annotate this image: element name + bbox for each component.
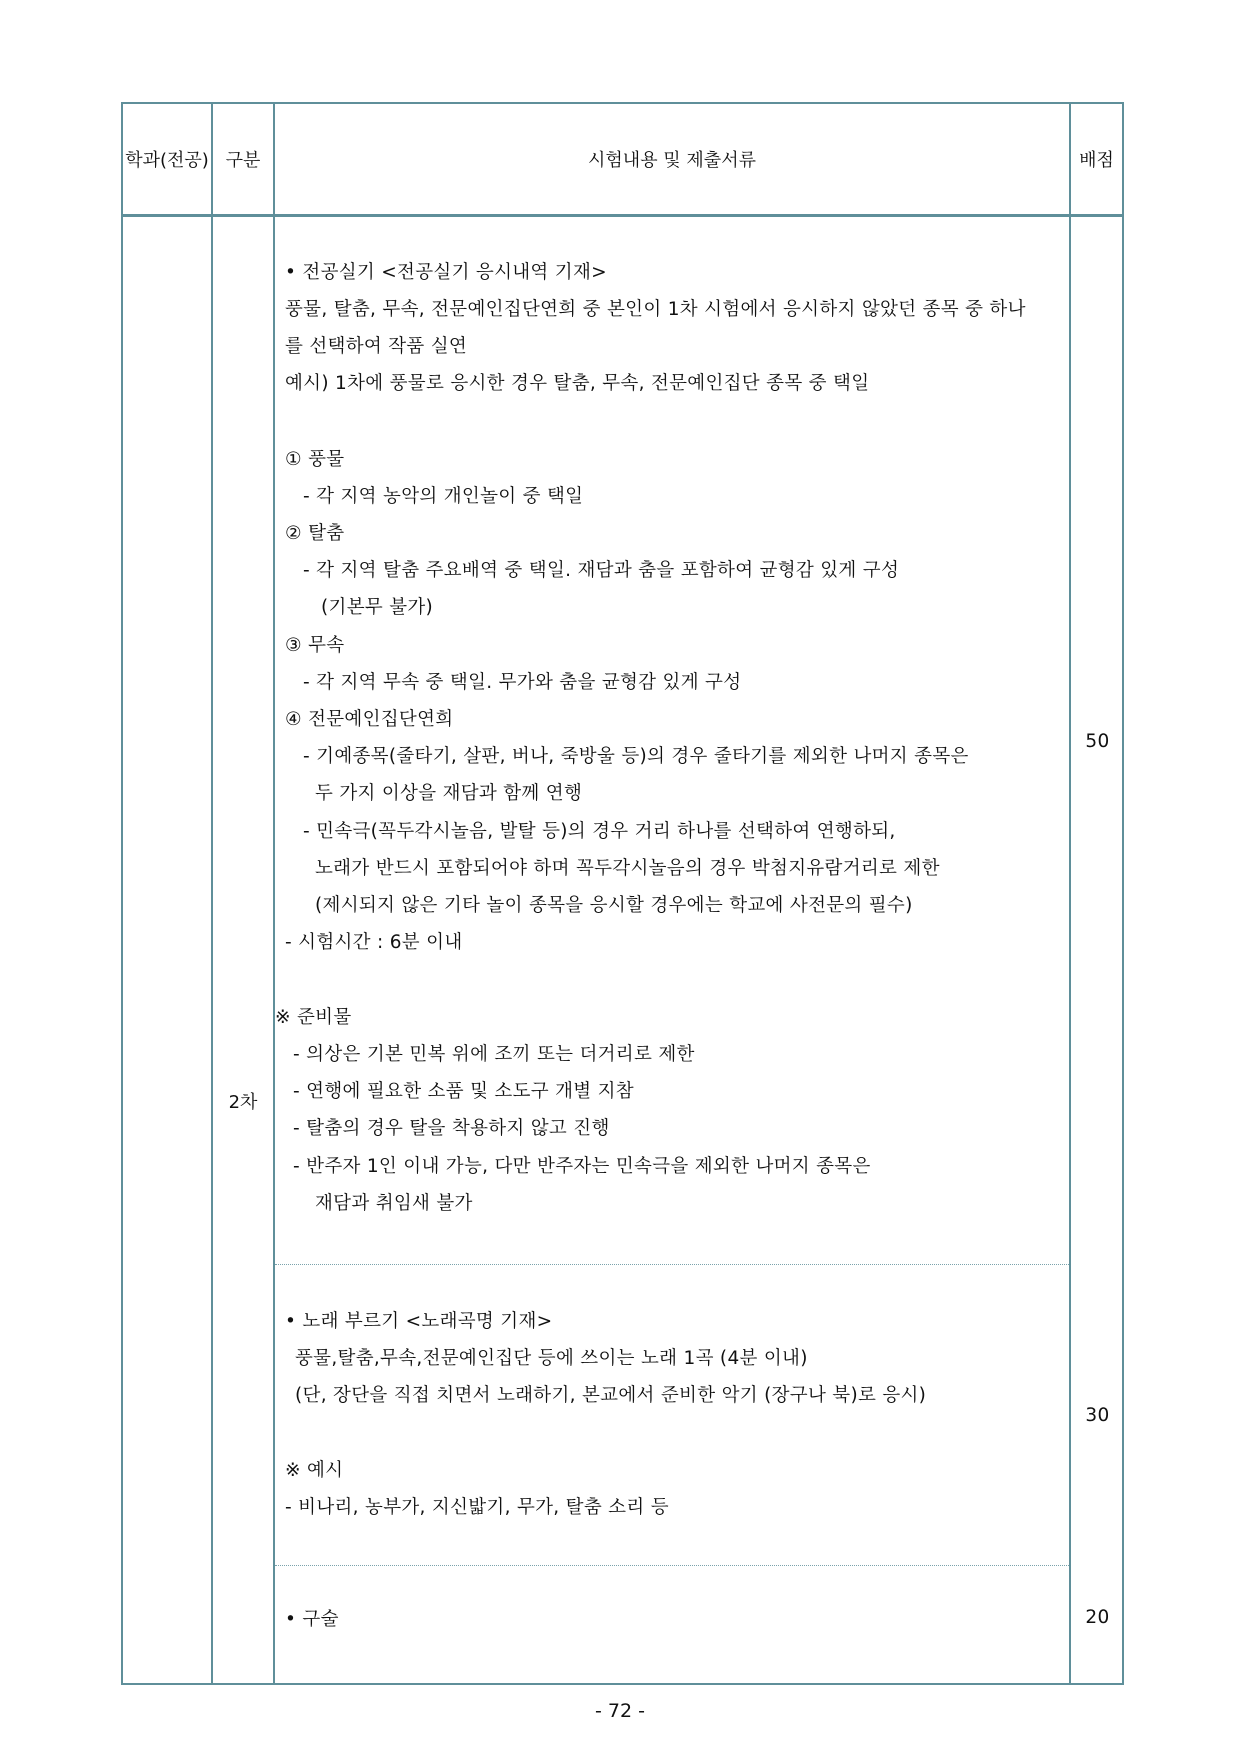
text-line: - 의상은 기본 민복 위에 조끼 또는 더거리로 제한 [293,1044,695,1065]
text-line: ③ 무속 [285,635,345,656]
score-value: 30 [1085,1405,1110,1426]
header-department: 학과(전공) [122,103,212,216]
text-line: ② 탈춤 [285,523,345,544]
text-line: ① 풍물 [285,449,345,470]
content-section-singing [275,1265,1069,1566]
exam-content-table [121,102,1124,1685]
score-section-singing [1071,1264,1122,1564]
score-cell [1070,216,1123,1685]
content-section-practical [275,217,1069,1265]
text-line: 풍물, 탈춤, 무속, 전문예인집단연희 중 본인이 1차 시험에서 응시하지 않았던 종목 중 하나 [285,299,1026,320]
text-line: - 비나리, 농부가, 지신밟기, 무가, 탈춤 소리 등 [285,1497,669,1518]
text-line: 를 선택하여 작품 실연 [285,336,468,357]
text-line: (단, 장단을 직접 치면서 노래하기, 본교에서 준비한 악기 (장구나 북)로 응시) [295,1385,927,1406]
text-line: - 민속극(꼭두각시놀음, 발탈 등)의 경우 거리 하나를 선택하여 연행하되, [303,821,896,842]
score-section-practical [1071,217,1122,1264]
text-line: 예시) 1차에 풍물로 응시한 경우 탈춤, 무속, 전문예인집단 종목 중 택일 [285,373,870,394]
text-line: - 시험시간 : 6분 이내 [285,932,463,953]
text-line: ※ 예시 [285,1460,344,1481]
text-line: - 반주자 1인 이내 가능, 다만 반주자는 민속극을 제외한 나머지 종목은 [293,1156,871,1177]
content-cell [274,216,1070,1685]
text-line: ※ 준비물 [275,1007,352,1028]
score-value: 20 [1085,1607,1110,1628]
text-line: • 전공실기 <전공실기 응시내역 기재> [285,262,607,283]
text-line: ④ 전문예인집단연희 [285,709,454,730]
header-content: 시험내용 및 제출서류 [274,103,1070,216]
score-value: 50 [1085,731,1110,752]
header-division: 구분 [212,103,274,216]
page-number: - 72 - [595,1700,645,1722]
text-line: (제시되지 않은 기타 놀이 종목을 응시할 경우에는 학교에 사전문의 필수) [315,895,913,916]
text-line: - 연행에 필요한 소품 및 소도구 개별 지참 [293,1081,634,1102]
text-line: 노래가 반드시 포함되어야 하며 꼭두각시놀음의 경우 박첨지유람거리로 제한 [315,858,940,879]
text-line: 두 가지 이상을 재담과 함께 연행 [315,783,583,804]
table-header-row [122,103,1123,216]
score-section-oral [1071,1564,1122,1681]
text-line: 풍물,탈춤,무속,전문예인집단 등에 쓰이는 노래 1곡 (4분 이내) [295,1348,808,1369]
table-row [122,216,1123,1685]
text-line: - 각 지역 탈춤 주요배역 중 택일. 재담과 춤을 포함하여 균형감 있게 구성 [303,560,900,581]
text-line: • 노래 부르기 <노래곡명 기재> [285,1311,553,1332]
text-line: (기본무 불가) [321,597,434,618]
division-cell [212,216,274,1685]
text-line: 재담과 취임새 불가 [315,1193,473,1214]
text-line: - 탈춤의 경우 탈을 착용하지 않고 진행 [293,1118,610,1139]
text-line: - 각 지역 농악의 개인놀이 중 택일 [303,486,584,507]
division-label: 2차 [228,1092,258,1113]
text-line: - 기예종목(줄타기, 살판, 버나, 죽방울 등)의 경우 줄타기를 제외한 나머지 종목은 [303,746,969,767]
content-section-oral [275,1566,1069,1683]
text-line: • 구술 [285,1609,339,1630]
text-line: - 각 지역 무속 중 택일. 무가와 춤을 균형감 있게 구성 [303,672,742,693]
department-cell [122,216,212,1685]
header-score: 배점 [1070,103,1123,216]
